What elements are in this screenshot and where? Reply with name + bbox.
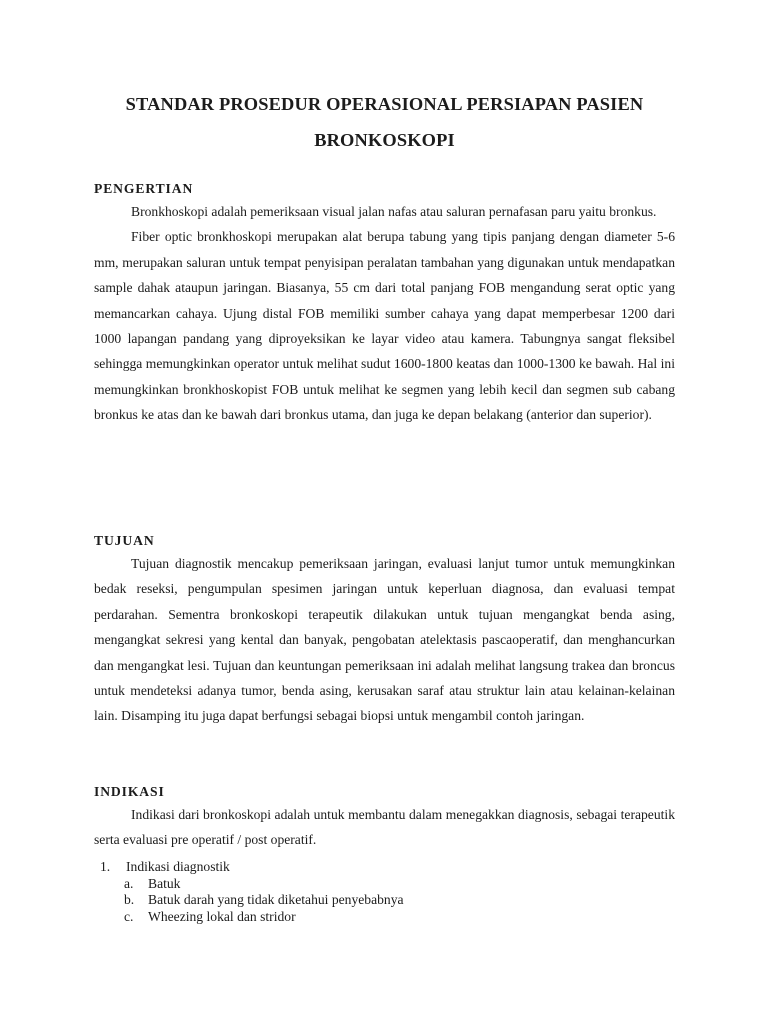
section-heading-tujuan: TUJUAN bbox=[94, 533, 155, 548]
list-item-label: Indikasi diagnostik bbox=[126, 859, 230, 874]
section-heading-pengertian: PENGERTIAN bbox=[94, 181, 194, 196]
list-item-text: Batuk darah yang tidak diketahui penyebabnya bbox=[148, 892, 404, 907]
list-item bbox=[94, 876, 675, 893]
paragraph-pengertian-2: Fiber optic bronkhoskopi merupakan alat berupa tabung yang tipis panjang dengan diameter 5-6 mm, merupakan saluran untuk tempat penyisipan peralatan tambahan yang digunakan untuk mendapatkan sample dahak ataupun jaringan. Biasanya, 55 cm dari total panjang FOB mengandung serat optic yang memancarkan cahaya. Ujung distal FOB memiliki sumber cahaya yang dapat memperbesar 1200 dari 1000 lapangan pandang yang diproyeksikan ke layar video atau kamera. Tabungnya sangat fleksibel sehingga memungkinkan operator untuk melihat sudut 1600-1800 keatas dan 1000-1300 ke bawah. Hal ini memungkinkan bronkhoskopist FOB untuk melihat ke segmen yang lebih kecil dan segmen sub cabang bronkus ke atas dan ke bawah dari bronkus utama, dan juga ke depan belakang (anterior dan superior). bbox=[94, 229, 675, 423]
list-letter: c. bbox=[124, 908, 134, 924]
section-pengertian bbox=[94, 180, 675, 428]
list-item bbox=[94, 859, 675, 876]
title-line-1: STANDAR PROSEDUR OPERASIONAL PERSIAPAN PASIEN bbox=[125, 94, 644, 114]
list-number: 1. bbox=[100, 859, 111, 874]
section-tujuan bbox=[94, 532, 675, 729]
list-item-text: Wheezing lokal dan stridor bbox=[148, 908, 296, 924]
list-letter: b. bbox=[124, 892, 135, 907]
list-item bbox=[94, 909, 675, 926]
document-title bbox=[90, 86, 679, 158]
list-letter: a. bbox=[124, 875, 134, 891]
section-heading-indikasi: INDIKASI bbox=[94, 784, 165, 799]
document-page bbox=[94, 0, 675, 1024]
list-item-text: Batuk bbox=[148, 875, 181, 891]
paragraph-indikasi-1: Indikasi dari bronkoskopi adalah untuk membantu dalam menegakkan diagnosis, sebagai terapeutik serta evaluasi pre operatif / post operatif. bbox=[94, 807, 675, 848]
paragraph-pengertian-1: Bronkhoskopi adalah pemeriksaan visual jalan nafas atau saluran pernafasan paru yaitu bronkus. bbox=[131, 204, 657, 219]
sublist bbox=[94, 876, 675, 926]
indikasi-list bbox=[94, 859, 675, 925]
paragraph-tujuan-1: Tujuan diagnostik mencakup pemeriksaan jaringan, evaluasi lanjut tumor untuk memungkinkan bedak reseksi, pengumpulan spesimen jaringan untuk keperluan diagnosa, dan evaluasi tempat perdarahan. Sementra bronkoskopi terapeutik dilakukan untuk tujuan mengangkat benda asing, mengangkat sekresi yang kental dan banyak, pengobatan atelektasis pascaoperatif, dan menghancurkan dan mengangkat lesi. Tujuan dan keuntungan pemeriksaan ini adalah melihat langsung trakea dan broncus untuk mendeteksi adanya tumor, benda asing, kerusakan saraf atau struktur lain atau kelainan-kelainan lain. Disamping itu juga dapat berfungsi sebagai biopsi untuk mengambil contoh jaringan. bbox=[94, 556, 675, 724]
title-line-2: BRONKOSKOPI bbox=[314, 130, 455, 150]
list-item bbox=[94, 892, 675, 909]
section-indikasi bbox=[94, 783, 675, 853]
